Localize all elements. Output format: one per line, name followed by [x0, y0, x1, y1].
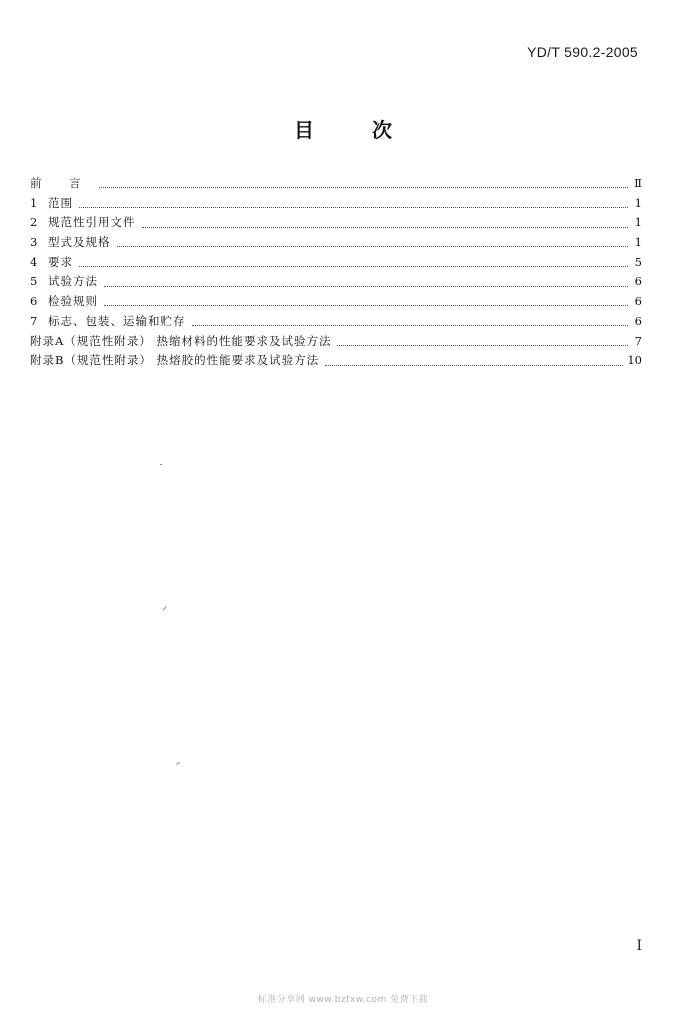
table-of-contents — [30, 174, 642, 371]
toc-entry-label: 前 言 — [30, 176, 93, 190]
toc-leader-dots — [79, 205, 628, 208]
toc-entry-page: 6 — [634, 313, 642, 328]
toc-entry-types-specs[interactable] — [30, 233, 642, 253]
toc-entry-preface[interactable] — [30, 174, 642, 194]
toc-entry-label: 要求 — [48, 254, 73, 269]
page-title: 目次 — [294, 118, 450, 142]
toc-leader-dots — [117, 244, 629, 247]
toc-entry-number: 6 — [30, 294, 38, 309]
page-number: I — [636, 938, 642, 954]
toc-leader-dots — [192, 323, 629, 326]
toc-entry-requirements[interactable] — [30, 253, 642, 273]
scan-speck — [176, 762, 180, 765]
toc-entry-number: 1 — [30, 195, 38, 210]
toc-entry-page: 7 — [634, 333, 642, 348]
toc-leader-dots — [79, 264, 628, 267]
toc-entry-number: 2 — [30, 215, 38, 230]
toc-entry-label: 范围 — [48, 195, 73, 210]
toc-leader-dots — [325, 363, 623, 366]
toc-entry-page: 1 — [634, 195, 642, 210]
toc-entry-test-methods[interactable] — [30, 272, 642, 292]
toc-entry-normative-references[interactable] — [30, 213, 642, 233]
toc-entry-number: 4 — [30, 254, 38, 269]
toc-entry-page: Ⅱ — [634, 176, 642, 190]
toc-entry-label: 标志、包装、运输和贮存 — [48, 313, 186, 328]
toc-entry-number: 3 — [30, 235, 38, 250]
toc-entry-number: 7 — [30, 313, 38, 328]
toc-entry-inspection-rules[interactable] — [30, 292, 642, 312]
toc-entry-marking-packaging[interactable] — [30, 312, 642, 332]
scan-speck — [163, 606, 167, 610]
toc-entry-label: 试验方法 — [48, 274, 98, 289]
toc-entry-scope[interactable] — [30, 194, 642, 214]
toc-entry-number: 5 — [30, 274, 38, 289]
toc-entry-page: 1 — [634, 235, 642, 250]
standard-code: YD/T 590.2-2005 — [527, 44, 638, 60]
toc-entry-label: 检验规则 — [48, 294, 98, 309]
toc-entry-page: 5 — [634, 254, 642, 269]
toc-leader-dots — [104, 303, 628, 306]
toc-entry-page: 10 — [627, 353, 642, 368]
toc-entry-appendix-a[interactable] — [30, 332, 642, 352]
toc-entry-label: 规范性引用文件 — [48, 215, 136, 230]
watermark: 标准分享网 www.bzfxw.com 免费下载 — [257, 995, 429, 1005]
toc-leader-dots — [99, 185, 628, 188]
toc-entry-page: 6 — [634, 294, 642, 309]
toc-entry-label: 附录B（规范性附录） 热熔胶的性能要求及试验方法 — [30, 353, 320, 368]
toc-entry-page: 1 — [634, 215, 642, 230]
toc-leader-dots — [337, 343, 628, 346]
toc-entry-page: 6 — [634, 274, 642, 289]
toc-leader-dots — [142, 225, 629, 228]
toc-leader-dots — [104, 284, 628, 287]
toc-entry-appendix-b[interactable] — [30, 351, 642, 371]
toc-entry-label: 附录A（规范性附录） 热缩材料的性能要求及试验方法 — [30, 333, 332, 348]
scan-speck — [160, 464, 162, 465]
toc-entry-label: 型式及规格 — [48, 235, 111, 250]
